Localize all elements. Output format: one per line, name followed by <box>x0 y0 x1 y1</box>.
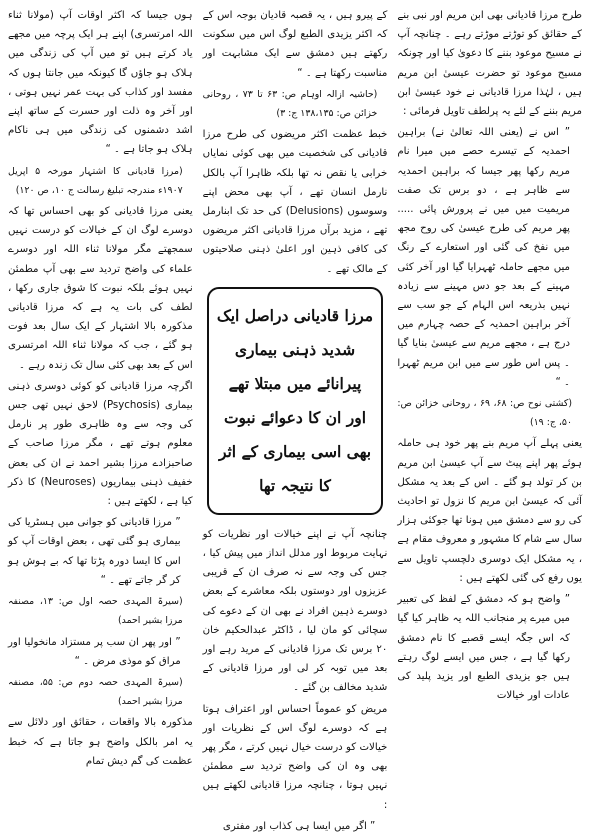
col-middle-bottom-quote-paragraph: ” اگر میں ایسا ہی کذاب اور مفتری <box>222 820 376 832</box>
col-left-quote-paragraph: ” مرزا قادیانی کو جوانی میں ہسٹریا کی بیماری ہو گئی تھی ، بعض اوقات آپ کو اس کا ایسا دورہ پڑتا تھا کہ بے ہوش ہو کر گر جاتے تھے ۔ “ <box>7 517 181 586</box>
col-right-quote-paragraph: ” واضح ہو کہ دمشق کے لفظ کی تعبیر میں میرے پر منجانب اللہ یہ ظاہر کیا گیا کہ اس جگہ ایسے قصبے کا نام دمشق رکھا گیا ہے ، جس میں ایسے لوگ رہتے ہیں جو یزیدی الطبع اور یزید پلید کی عادات اور خیالات <box>397 594 570 702</box>
col-middle-top-ref-paragraph: (حاشیہ ازالہ اوہام ص: ۶۳ تا ۷۳ ، روحانی خزائن ص: ۱۳۸،۱۳۵ ج: ۳) <box>202 88 378 120</box>
col-right-ref-paragraph: (کشتی نوح ص: ۶۸، ۶۹ ، روحانی خزائن ص: ۵۰، ج: ۱۹) <box>397 398 572 429</box>
columns <box>7 6 582 832</box>
col-middle-top-body-paragraph: کے پیرو ہیں ، یہ قصبہ قادیان بوجہ اس کے کہ اکثر یزیدی الطبع لوگ اس میں سکونت رکھتے ہیں دمشق سے ایک مشابہت اور مناسبت رکھتا ہے ۔ “ <box>202 10 388 79</box>
col-left-ref-paragraph: (سیرۃ المہدی حصہ اول ص: ۱۳، مصنفہ مرزا بشیر احمد) <box>7 596 183 627</box>
col-middle-bottom-body-paragraph: چنانچہ آپ نے اپنے خیالات اور نظریات کو نہایت مربوط اور مدلل انداز میں پیش کیا ، جس کی وجہ سے نہ صرف ان کے قریبی عزیزوں اور دوستوں بلکہ معاشرے کے بعض دوسرے ذہین افراد نے بھی ان کے دعوے کی سچائی کو مان لیا ، ڈاکٹر عبدالحکیم خان ۲۰ برس تک مرزا قادیانی کے مرید رہے اور بعد میں توبہ کر لی اور مرزا قادیانی کے شدید مخالف بن گئے ۔ <box>202 528 388 694</box>
col-left-ref-paragraph: (سیرۃ المہدی حصہ دوم ص: ۵۵، مصنفہ مرزا بشیر احمد) <box>7 676 183 708</box>
col-middle-bottom-body-paragraph: مریض کو عموماً احساس اور اعتراف ہوتا ہے کہ دوسرے لوگ اس کے نظریات اور خیالات کو درست خیال نہیں کرتے ، مگر پھر بھی وہ ان کی واضح تردید سے مطمئن نہیں ہوتا ، چنانچہ مرزا قادیانی لکھتے ہیں : <box>202 703 388 811</box>
col-left-body-paragraph: ہوں جیسا کہ اکثر اوقات آپ (مولانا ثناء اللہ امرتسری) اپنے ہر ایک پرچہ میں مجھے یاد کرتے ہیں تو میں آپ کی زندگی میں ہلاک ہو جاؤں گا کیونکہ میں جانتا ہوں کہ مفسد اور کذاب کی بہت عمر نہیں ہوتی ، اور آخر وہ ذلت اور حسرت کے ساتھ اپنے اشد دشمنوں کی زندگی میں ہی ناکام ہلاک ہو جاتا ہے ۔ “ <box>7 10 193 156</box>
column-right <box>397 6 582 811</box>
col-right-quote-paragraph: ” اس نے (یعنی اللہ تعالیٰ نے) براہین احمدیہ کے تیسرے حصے میں میرا نام مریم رکھا پھر جیسا کہ براہین احمدیہ سے ظاہر ہے ، دو برس تک صفت مریمیت میں میں نے پرورش پائی ..... پھر مریم کی طرح عیسیٰ کی روح مجھ میں نفخ کی گئی اور استعارے کے رنگ میں مجھے حاملہ ٹھہرایا گیا اور آخر کئی مہینے کے بعد جو دس مہینے سے زیادہ نہیں بذریعہ اس الہام کے جو سب سے آخر براہین احمدیہ کے حصہ چہارم میں درج ہے ، مجھے مریم سے عیسیٰ بنایا گیا ۔ پس اس طور سے میں ابن مریم ٹھہرا ۔ “ <box>397 127 570 388</box>
col-left-body-paragraph: اگرچہ مرزا قادیانی کو کوئی دوسری ذہنی بیماری (Psychosis) لاحق نہیں تھی جس کی وجہ سے وہ ظاہری طور پر نارمل معلوم ہوتے تھے ، مگر مرزا صاحب کے صاحبزادے مرزا بشیر احمد نے ان کی بعض خفیف ذہنی بیماریوں (Neuroses) کا ذکر کیا ہے ، لکھتے ہیں : <box>7 380 193 508</box>
col-right-body-paragraph: یعنی پہلے آپ مریم بنے پھر خود ہی حاملہ ہوئے پھر اپنے پیٹ سے آپ عیسیٰ ابن مریم بن کر تولد ہو گئے ۔ اس کے بعد یہ مشکل آئی کہ عیسیٰ ابن مریم کا نزول تو احادیث کی رو سے دمشق میں ہونا تھا جوکئی ہزار سال سے شام کا مشہور و معروف مقام ہے ، یہ مشکل ایک دوسری دلچسپ تاویل سے یوں رفع کی گئی لکھتے ہیں : <box>397 438 582 584</box>
highlight-box-wrapper <box>207 287 384 515</box>
highlight-box: مرزا قادیانی دراصل ایک شدید ذہنی بیماری پیرانائے میں مبتلا تھے اور ان کا دعوائے نبوت بھی اسی بیماری کے اثر کا نتیجہ تھا <box>207 287 384 515</box>
column-left <box>8 6 193 811</box>
column-middle-bottom <box>203 525 388 836</box>
column-middle <box>202 6 388 832</box>
col-left-body-paragraph: یعنی مرزا قادیانی کو بھی احساس تھا کہ دوسرے لوگ ان کے خیالات کو درست نہیں سمجھتے مگر مولانا ثناء اللہ اور دوسرے علماء کی واضح تردید سے بھی آپ مطمئن نہیں ہوئے بلکہ نبوت کا شوق جاری رکھا ، لطف کی بات یہ ہے کہ مرزا قادیانی مذکورہ بالا اشتہار کے ایک سال بعد فوت ہو گئے ، جب کہ مولانا ثناء اللہ امرتسری اس کے بعد بھی کئی سال تک زندہ رہے ۔ <box>7 206 193 371</box>
column-middle-top <box>203 6 388 279</box>
col-right-body-paragraph: طرح مرزا قادیانی بھی ابن مریم اور نبی بنے کے حقائق کو توڑتے موڑتے رہے ۔ چنانچہ آپ نے مسیح موعود بننے کا دعویٰ کیا اور چونکہ مسیح موعود تو حضرت عیسیٰ ابن مریم ہیں ، لہٰذا مرزا قادیانی نے خود عیسیٰ ابن مریم بننے کے لئے یہ پرلطف تاویل فرمائی : <box>397 10 582 118</box>
col-left-body-paragraph: مذکورہ بالا واقعات ، حقائق اور دلائل سے یہ امر بالکل واضح ہو جاتا ہے کہ خبط عظمت کی گم دیش تمام <box>7 717 193 767</box>
col-left-ref-paragraph: (مرزا قادیانی کا اشتہار مورخہ ۵ اپریل ۱۹۰۷ء مندرجہ تبلیغ رسالت ج ۱۰، ص ۱۲۰) <box>7 165 183 196</box>
col-left-quote-paragraph: ” اور پھر ان سب پر مستزاد مانخولیا اور مراق کو موذی مرض ۔ “ <box>7 636 181 667</box>
col-middle-top-body-paragraph: خبط عظمت اکثر مریضوں کی طرح مرزا قادیانی کی شخصیت میں بھی کوئی نمایاں خرابی یا نقص نہ تھا بلکہ ظاہرا آپ بالکل نارمل انسان تھے ، آپ بھی محض اپنے وسوسوں (Delusions) کی حد تک ابنارمل تھے ، مزید برآں مرزا قادیانی اکثر مریضوں کی کافی ذہین اور اعلیٰ ذہنی صلاحیتوں کے مالک تھے ۔ <box>202 129 388 275</box>
